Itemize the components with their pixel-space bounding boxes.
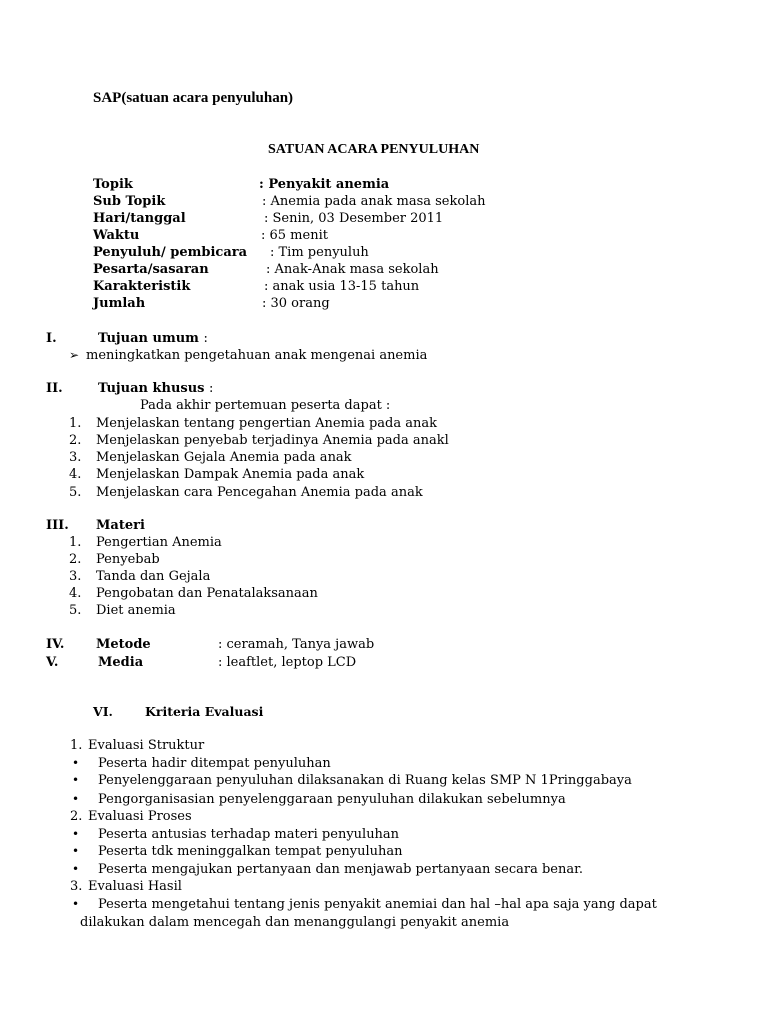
list-number: 1.: [69, 535, 82, 550]
info-label-hari: Hari/tanggal: [93, 211, 186, 226]
list-item: Menjelaskan cara Pencegahan Anemia pada anak: [96, 485, 423, 500]
list-item: Menjelaskan Dampak Anemia pada anak: [96, 467, 365, 482]
list-number: 2.: [69, 433, 82, 448]
section-value: : ceramah, Tanya jawab: [218, 637, 375, 652]
list-item: Peserta mengetahui tentang jenis penyakit anemiai dan hal –hal apa saja yang dapat: [98, 897, 657, 912]
section-numeral: III.: [46, 518, 69, 533]
info-value-topik: : Penyakit anemia: [259, 177, 390, 192]
bullet-icon: •: [72, 792, 80, 806]
list-item: Penyelenggaraan penyuluhan dilaksanakan di Ruang kelas SMP N 1Pringgabaya: [98, 773, 632, 788]
section-heading-text: Tujuan khusus: [98, 381, 205, 396]
bullet-icon: •: [72, 827, 80, 841]
list-item: Peserta mengajukan pertanyaan dan menjawab pertanyaan secara benar.: [98, 862, 584, 877]
bullet-icon: •: [72, 862, 80, 876]
list-item: meningkatkan pengetahuan anak mengenai anemia: [86, 348, 428, 363]
list-number: 2.: [69, 552, 82, 567]
info-value-peserta: : Anak-Anak masa sekolah: [266, 262, 439, 277]
section-numeral: V.: [46, 655, 59, 670]
evaluation-group-title: Evaluasi Hasil: [88, 879, 182, 894]
page-title: SATUAN ACARA PENYULUHAN: [268, 142, 480, 157]
list-number: 1.: [70, 738, 83, 753]
list-number: 5.: [69, 603, 82, 618]
info-label-topik: Topik: [93, 177, 133, 192]
list-item: Pengobatan dan Penatalaksanaan: [96, 586, 318, 601]
list-item-continuation: dilakukan dalam mencegah dan menanggulangi penyakit anemia: [80, 915, 510, 930]
section-intro: Pada akhir pertemuan peserta dapat :: [140, 398, 391, 413]
info-label-peserta: Pesarta/sasaran: [93, 262, 209, 277]
section-heading: [98, 382, 213, 395]
info-value-hari: : Senin, 03 Desember 2011: [264, 211, 444, 226]
section-heading-text: Tujuan umum: [98, 331, 199, 346]
list-number: 3.: [70, 879, 83, 894]
info-value-waktu: : 65 menit: [261, 228, 328, 243]
list-number: 2.: [70, 809, 83, 824]
info-value-karakteristik: : anak usia 13-15 tahun: [264, 279, 420, 294]
info-label-waktu: Waktu: [93, 228, 140, 243]
info-label-subtopik: Sub Topik: [93, 194, 166, 209]
list-item: Peserta tdk meninggalkan tempat penyuluhan: [98, 844, 403, 859]
bullet-icon: •: [72, 844, 80, 858]
list-item: Menjelaskan penyebab terjadinya Anemia pada anakl: [96, 433, 449, 448]
section-numeral: I.: [46, 331, 57, 346]
info-label-jumlah: Jumlah: [93, 296, 146, 311]
list-number: 4.: [69, 467, 82, 482]
section-value: : leaftlet, leptop LCD: [218, 655, 357, 670]
section-heading: Kriteria Evaluasi: [145, 704, 264, 719]
info-value-subtopik: : Anemia pada anak masa sekolah: [262, 194, 486, 209]
list-item: Menjelaskan tentang pengertian Anemia pada anak: [96, 416, 438, 431]
section-numeral: IV.: [46, 637, 65, 652]
evaluation-group-title: Evaluasi Proses: [88, 809, 192, 824]
list-number: 4.: [69, 586, 82, 601]
section-heading: [98, 332, 208, 345]
list-item: Penyebab: [96, 552, 160, 567]
list-number: 5.: [69, 485, 82, 500]
list-number: 3.: [69, 450, 82, 465]
list-item: Diet anemia: [96, 603, 176, 618]
section-heading: Media: [98, 655, 144, 670]
info-label-karakteristik: Karakteristik: [93, 279, 191, 294]
section-heading-colon: :: [203, 331, 208, 346]
info-value-penyuluh: : Tim penyuluh: [270, 245, 369, 260]
list-item: Pengorganisasian penyelenggaraan penyuluhan dilakukan sebelumnya: [98, 792, 566, 807]
bullet-icon: •: [72, 897, 80, 911]
section-heading-colon: :: [209, 381, 214, 396]
section-heading: Materi: [96, 518, 145, 533]
arrow-bullet-icon: ➢: [69, 348, 80, 362]
evaluation-group-title: Evaluasi Struktur: [88, 738, 205, 753]
list-item: Tanda dan Gejala: [96, 569, 211, 584]
bullet-icon: •: [72, 773, 80, 787]
document-heading: SAP(satuan acara penyuluhan): [93, 90, 294, 106]
list-number: 3.: [69, 569, 82, 584]
list-item: Peserta hadir ditempat penyuluhan: [98, 756, 331, 771]
bullet-icon: •: [72, 756, 80, 770]
section-numeral: II.: [46, 381, 63, 396]
section-heading: Metode: [96, 637, 151, 652]
list-item: Peserta antusias terhadap materi penyuluhan: [98, 827, 400, 842]
info-value-jumlah: : 30 orang: [262, 296, 330, 311]
section-numeral: VI.: [93, 704, 113, 719]
list-item: Menjelaskan Gejala Anemia pada anak: [96, 450, 352, 465]
list-item: Pengertian Anemia: [96, 535, 222, 550]
list-number: 1.: [69, 416, 82, 431]
info-label-penyuluh: Penyuluh/ pembicara: [93, 245, 248, 260]
